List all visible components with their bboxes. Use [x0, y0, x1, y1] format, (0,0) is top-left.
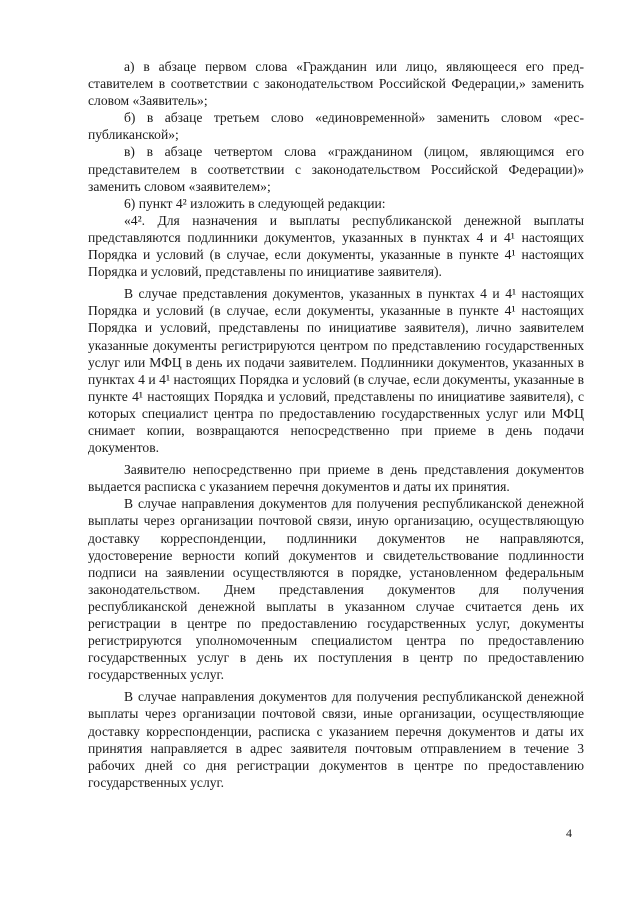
page-number: 4 [566, 826, 572, 840]
paragraph-item-6-heading: 6) пункт 4² изложить в следующей редакции: [124, 195, 386, 211]
paragraph-receipt-issued: Заявителю непосредственно при приеме в день представления документов выдается расписка с указанием перечня документов и даты их принятия. [88, 462, 584, 495]
paragraph-personal-submission: В случае представления документов, указанных в пунктах 4 и 4¹ настоящих Порядка и условий (в случае, если документы, указанные в пункте 4¹ настоящих Порядка и условий, представлены по инициативе заявителя), лично заявителем указанные документы регистрируются центром по представлению государственных услуг или МФЦ в день их подачи заявителем. Подлинники документов, указанных в пунктах 4 и 4¹ настоящих Порядка и условий (в случае, если документы, указанные в пункте 4¹ настоящих Порядка и условий, представлены по инициативе заявителя), с которых специалист центра по предоставлению государственных услуг или МФЦ снимает копии, возвращаются непосредственно при приеме в день подачи документов. [88, 286, 584, 456]
paragraph-a-first-paragraph: а) в абзаце первом слова «Гражданин или лицо, являющееся его представителем в соответствии с законодательством Российской Федерации,» заменить словом «Заявитель»; [88, 59, 584, 109]
paragraph-c-fourth-paragraph: в) в абзаце четвертом слова «гражданином (лицом, являющимся его представителем в соответствии с законодательством Российской Федерации)» заменить словом «заявителем»; [88, 144, 584, 194]
paragraph-postal-receipt: В случае направления документов для получения республиканской денежной выплаты через организации почтовой связи, иные организации, осуществляющие доставку корреспонденции, расписка с указанием перечня документов и даты их принятия направляется в адрес заявителя почтовым отправлением в течение 3 рабочих дней со дня регистрации документов в центре по предоставлению государственных услуг. [88, 689, 584, 790]
paragraph-postal-submission: В случае направления документов для получения республиканской денежной выплаты через организации почтовой связи, иную организацию, осуществляющую доставку корреспонденции, подлинники документов не направляются, удостоверение верности копий документов и свидетельствование подлинности подписи на заявлении осуществляются в порядке, установленном федеральным законодательством. Днем представления документов для получения республиканской денежной выплаты в указанном случае считается день их регистрации в центре по предоставлению государственных услуг, документы регистрируются уполномоченным специалистом центра по предоставлению государственных услуг в день их поступления в центр по предоставлению государственных услуг. [88, 496, 584, 683]
document-body [88, 58, 584, 791]
paragraph-b-third-paragraph: б) в абзаце третьем слово «единовременной» заменить словом «республиканской»; [88, 110, 584, 143]
paragraph-4-2-intro: «4². Для назначения и выплаты республиканской денежной выплаты представляются подлинники документов, указанных в пунктах 4 и 4¹ настоящих Порядка и условий (в случае, если документы, указанные в пункте 4¹ настоящих Порядка и условий, представлены по инициативе заявителя). [88, 212, 584, 280]
